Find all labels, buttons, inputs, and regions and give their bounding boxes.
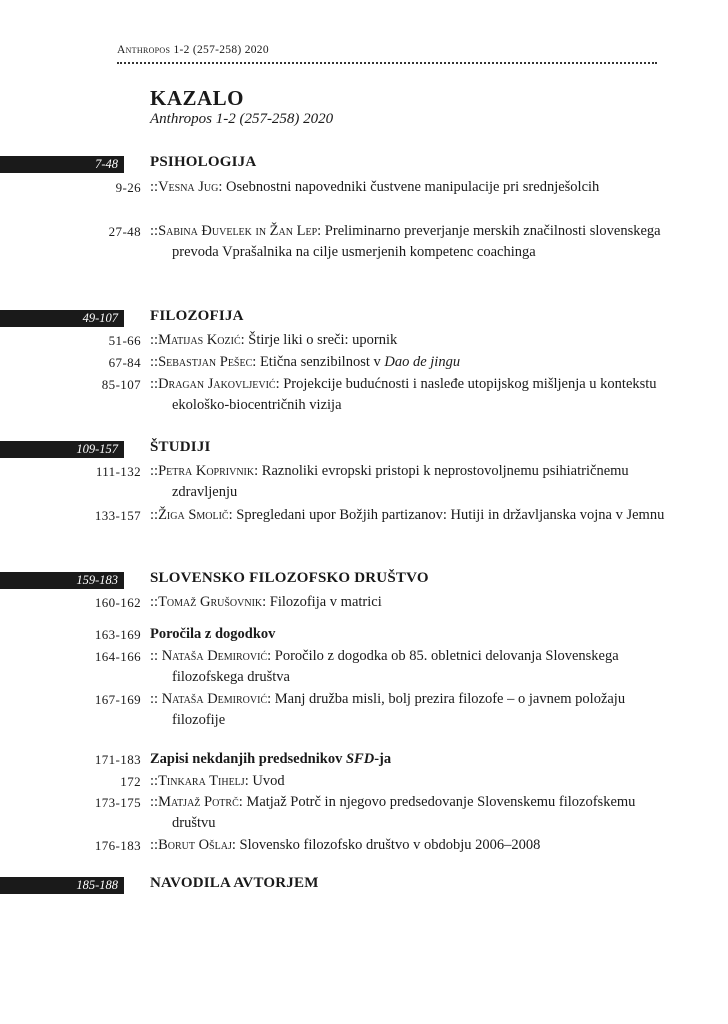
page-subtitle: Anthropos 1-2 (257-258) 2020 [150,111,334,127]
entry-title: Matjaž Potrč in njegovo predsedovanje Slovenskemu filozofskemu društvu [172,794,636,831]
entry-pages: 9-26 [115,180,141,195]
section-range-bar: 159-183 [0,572,124,589]
entry-pages: 173-175 [94,795,141,810]
entry-pages: 160-162 [94,595,141,610]
section-range-bar: 109-157 [0,441,124,458]
entry-title: Uvod [252,773,285,789]
running-head [117,44,269,56]
page-title: KAZALO [150,86,245,110]
section-title: PSIHOLOGIJA [150,154,257,170]
entry-author: Sabina Đuvelek in Žan Lep [158,223,318,239]
subsection-pages: 171-183 [94,752,141,767]
entry-pages: 111-132 [95,464,141,479]
section-range-bar: 49-107 [0,310,124,327]
entry-title: Manj družba misli, bolj prezira filozofe – o javnem položaju filozofije [172,691,626,728]
entry-author: Sebastjan Pešec [158,354,253,370]
entry-pages: 85-107 [101,377,141,392]
entry-pages: 51-66 [108,333,141,348]
entry-title: Raznoliki evropski pristopi k neprostovoljnemu psihiatričnemu zdravljenju [172,463,629,500]
section-range-bar: 185-188 [0,877,124,894]
entry-title: Filozofija v matrici [269,594,382,610]
entry-pages: 172 [120,774,141,789]
running-head-issue: 1-2 (257-258) 2020 [173,44,269,56]
entry-pages: 133-157 [94,508,141,523]
entry-author: Vesna Jug [158,179,219,195]
entry-pages: 164-166 [94,649,141,664]
subsection-title: Poročila z dogodkov [150,626,276,642]
subsection-title-italic: SFD [345,751,375,767]
entry-title: Projekcije budućnosti i nasleđe utopijskog mišljenja u kontekstu ekološko-biocentričnih vizija [172,376,657,413]
entry-title-italic: Dao de jingu [384,354,461,370]
entry-title: Spregledani upor Božjih partizanov: Hutiji in državljanska vojna v Jemnu [236,507,665,523]
entry-pages: 67-84 [108,355,141,370]
entry-title: Štirje liki o sreči: upornik [248,332,398,348]
subsection-title-text: Zapisi nekdanjih predsednikov [150,751,346,767]
entry-pages: 27-48 [108,224,141,239]
entry-author: Dragan Jakovljević [158,376,276,392]
entry-title: Etična senzibilnost v [259,354,385,370]
entry-pages: 167-169 [94,692,141,707]
section-range-bar: 7-48 [0,156,124,173]
section-title: FILOZOFIJA [150,308,244,324]
section-title: NAVODILA AVTORJEM [150,875,319,891]
entry-author: Tomaž Grušovnik [158,594,263,610]
entry-author: Nataša Demirović [161,691,268,707]
subsection-title-suffix: -ja [374,751,392,767]
entry-pages: 176-183 [94,838,141,853]
section-title: SLOVENSKO FILOZOFSKO DRUŠTVO [150,570,429,586]
entry-author: Matjaž Potrč [158,794,239,810]
entry-author: Borut Ošlaj [158,837,232,853]
section-title: ŠTUDIJI [150,439,211,455]
entry-title: Slovensko filozofsko društvo v obdobju 2006–2008 [239,837,541,853]
entry-author: Žiga Smolič [158,507,229,523]
subsection-pages: 163-169 [94,627,141,642]
running-head-journal: Anthropos [117,44,171,56]
dotted-divider [117,62,657,64]
entry-title: Poročilo z dogodka ob 85. obletnici delovanja Slovenskega filozofskega društva [172,648,619,685]
entry-author: Petra Koprivnik [158,463,255,479]
entry-author: Nataša Demirović [161,648,268,664]
entry-title: Preliminarno preverjanje merskih značilnosti slovenskega prevoda Vprašalnika na cilje usmerjenih kompetenc coachinga [172,223,661,260]
entry-author: Tinkara Tihelj [158,773,245,789]
entry-title: Osebnostni napovedniki čustvene manipulacije pri srednješolcih [226,179,600,195]
entry-author: Matijas Kozić [158,332,241,348]
subsection-title [150,751,391,768]
